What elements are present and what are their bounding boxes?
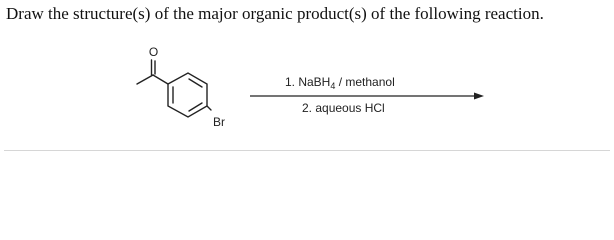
bromine-bond [207,106,211,110]
reagent-step-2: 2. aqueous HCl [302,101,385,115]
reaction-arrowhead [474,93,484,100]
reagent-step-1-suffix: / methanol [335,75,395,89]
starting-material [137,60,211,117]
divider [4,150,610,151]
benzene-ring [168,73,207,117]
reagent-step-1-prefix: 1. NaBH [285,75,331,89]
methyl-bond [137,75,153,84]
bromine-label: Br [213,115,225,129]
reagent-step-1-subscript: 4 [330,81,336,91]
reagent-step-1 [285,75,395,91]
question-prompt: Draw the structure(s) of the major organic product(s) of the following reaction. [6,4,544,23]
oxygen-label: O [148,45,159,59]
ring-attachment-bond [153,75,168,84]
